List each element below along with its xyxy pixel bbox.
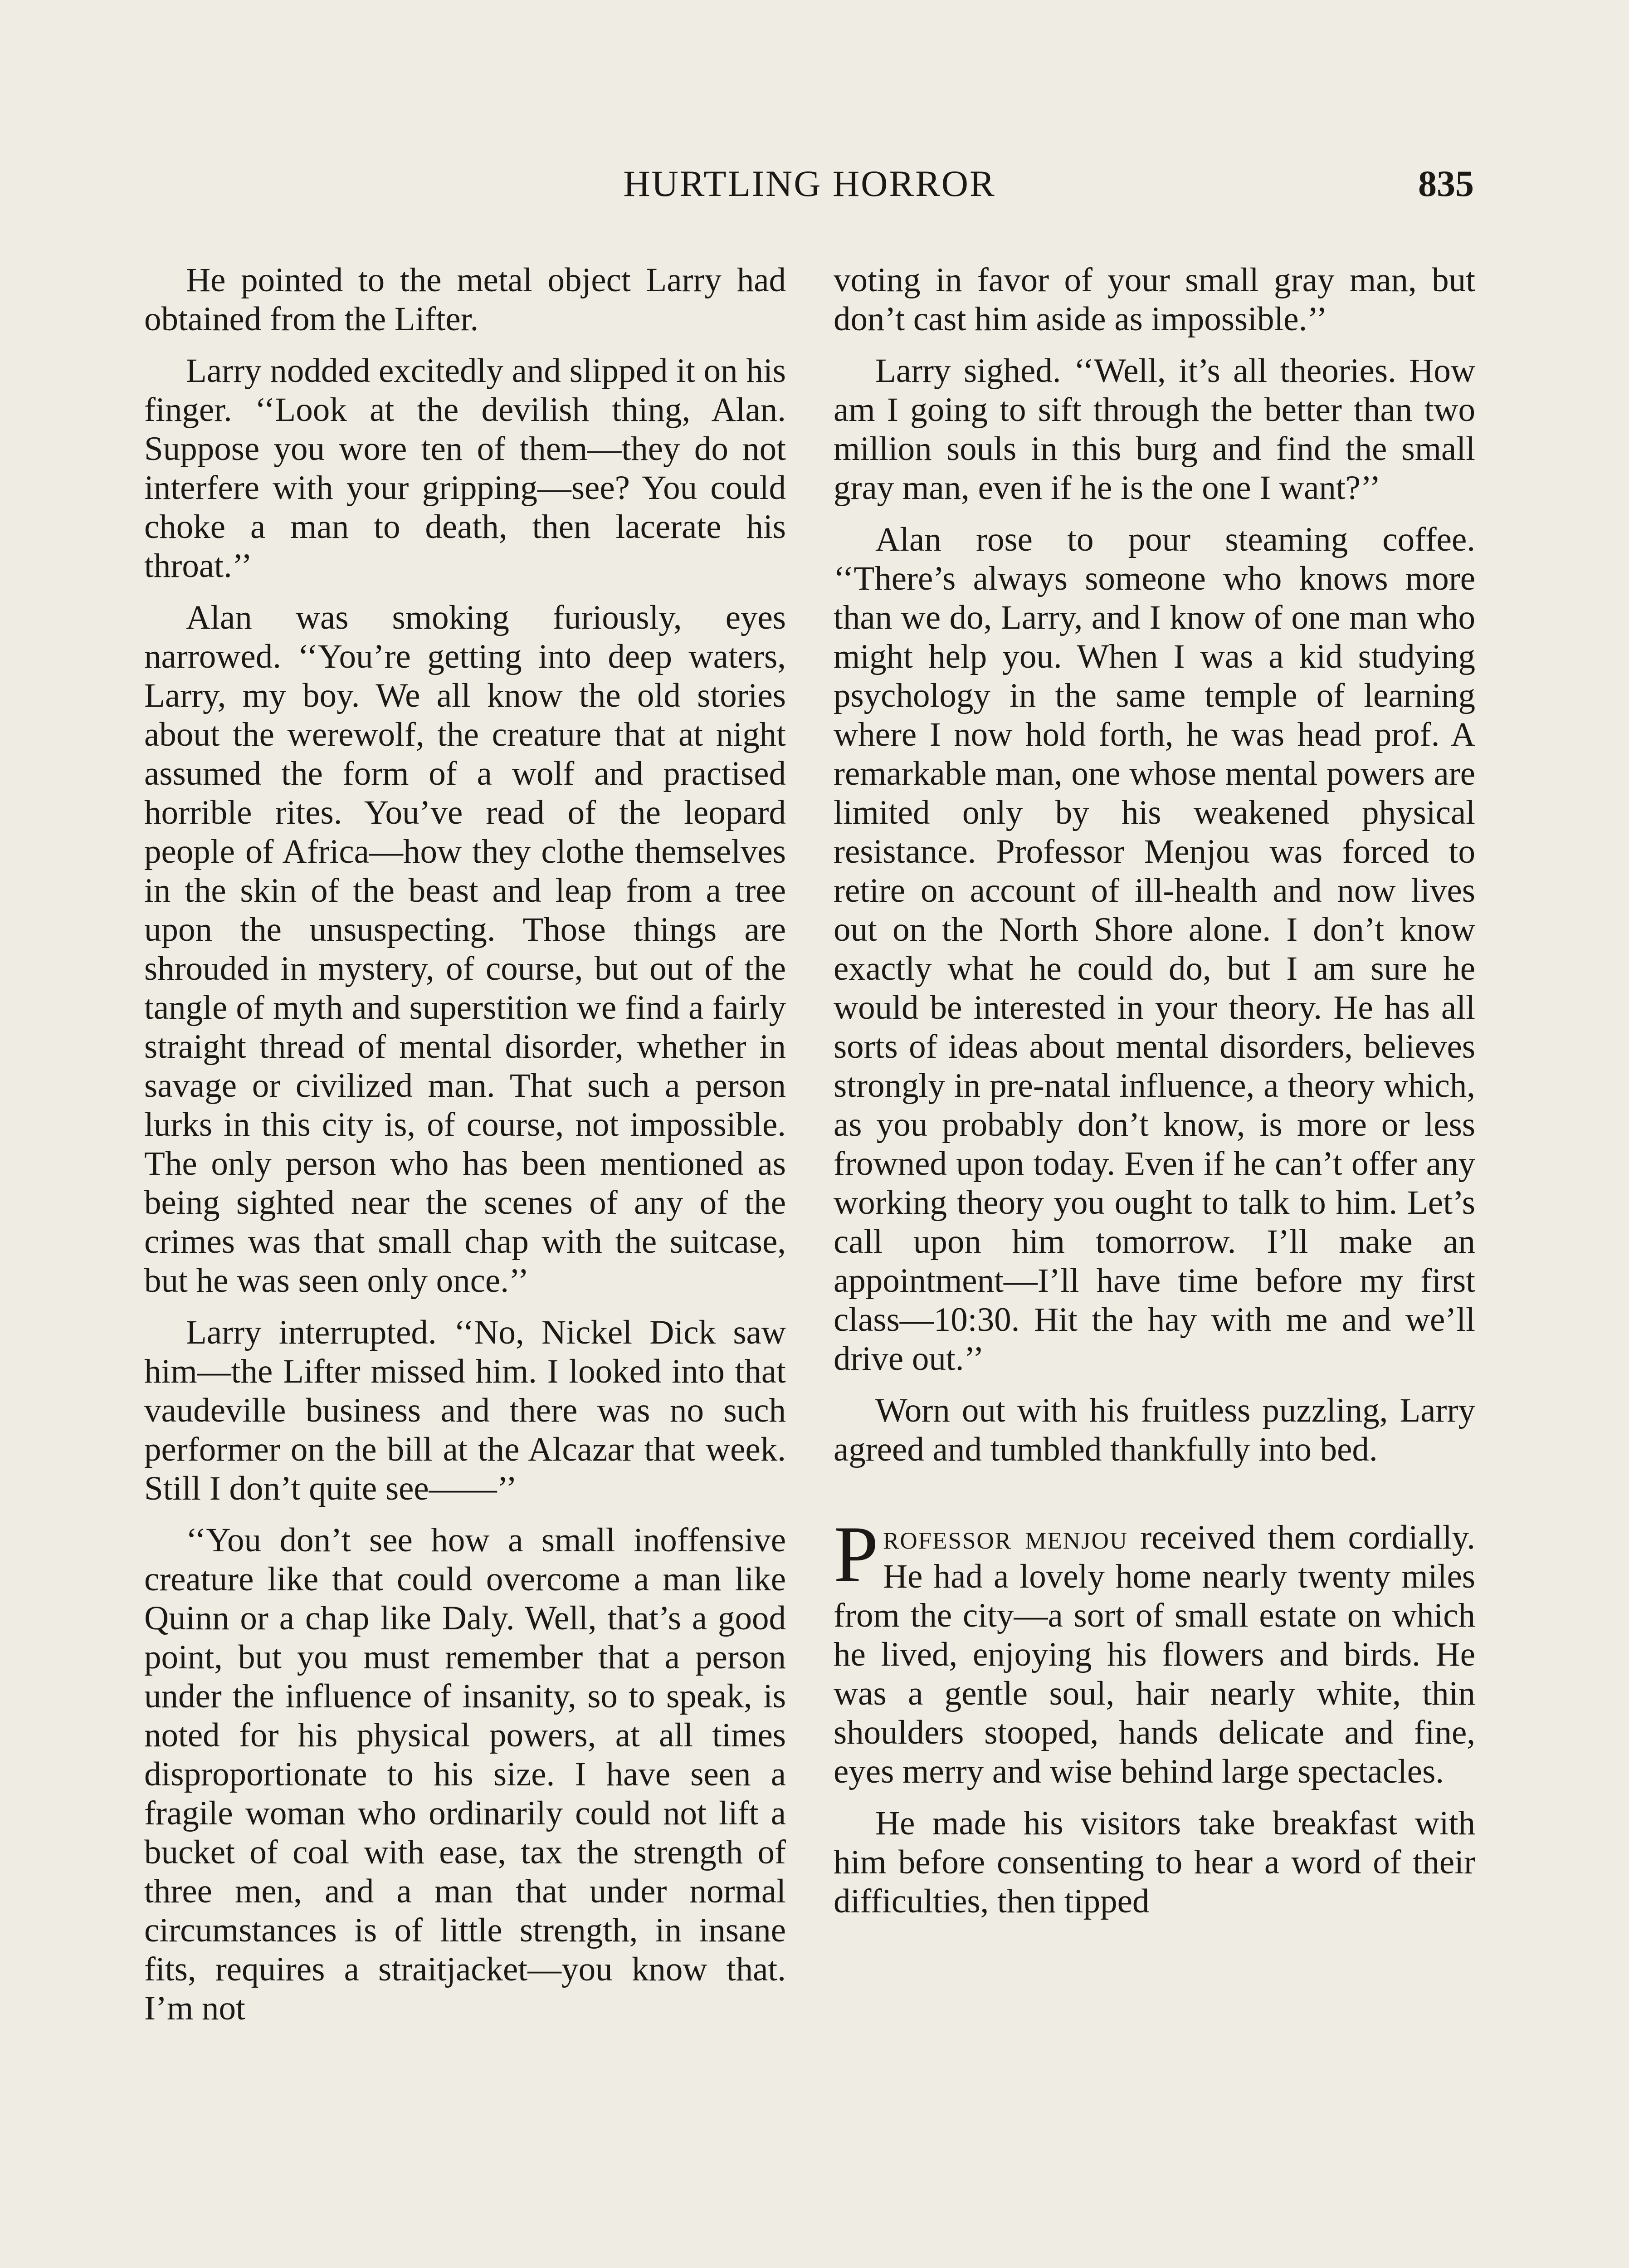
paragraph: Alan rose to pour steaming coffee. ‘‘There’s always someone who knows more than we do, Larry, and I know of one man who might help you. When I was a kid studying psychology in the same temple of learning where I now hold forth, he was head prof. A remarkable man, one whose mental powers are limited only by his weakened physical resistance. Professor Menjou was forced to retire on account of ill-health and now lives out on the North Shore alone. I don’t know exactly what he could do, but I am sure he would be interested in your theory. He has all sorts of ideas about mental disorders, believes strongly in pre-natal influence, a theory which, as you probably don’t know, is more or less frowned upon today. Even if he can’t offer any working theory you ought to talk to him. Let’s call upon him tomorrow. I’ll make an appointment—I’ll have time before my first class—10:30. Hit the hay with me and we’ll drive out.’’: [834, 521, 1475, 1378]
section-opening-paragraph: [834, 1509, 1475, 1791]
paragraph: He made his visitors take breakfast with him before consenting to hear a word of their difficulties, then tipped: [834, 1804, 1475, 1920]
paragraph: ‘‘You don’t see how a small inoffensive creature like that could overcome a man like Quinn or a chap like Daly. Well, that’s a good point, but you must remember that a person under the influence of insanity, so to speak, is noted for his physical powers, at all times disproportionate to his size. I have seen a fragile woman who ordinarily could not lift a bucket of coal with ease, tax the strength of three men, and a man that under normal circumstances is of little strength, in insane fits, requires a straitjacket—you know that. I’m not: [144, 1521, 786, 2027]
paragraph: Alan was smoking furiously, eyes narrowed. ‘‘You’re getting into deep waters, Larry, my boy. We all know the old stories about the werewolf, the creature that at night assumed the form of a wolf and practised horrible rites. You’ve read of the leopard people of Africa—how they clothe themselves in the skin of the beast and leap from a tree upon the unsuspecting. Those things are shrouded in mystery, of course, but out of the tangle of myth and superstition we find a fairly straight thread of mental disorder, whether in savage or civilized man. That such a person lurks in this city is, of course, not impossible. The only person who has been mentioned as being sighted near the scenes of any of the crimes was that small chap with the suitcase, but he was seen only once.’’: [144, 599, 786, 1300]
drop-cap: P: [834, 1509, 878, 1599]
paragraph: Larry nodded excitedly and slipped it on his finger. ‘‘Look at the devilish thing, Alan. Suppose you wore ten of them—they do not interfere with your gripping—see? You could choke a man to death, then lacerate his throat.’’: [144, 352, 786, 585]
paragraph: He pointed to the metal object Larry had obtained from the Lifter.: [144, 261, 786, 338]
paragraph: Larry interrupted. ‘‘No, Nickel Dick saw him—the Lifter missed him. I looked into that vaudeville business and there was no such performer on the bill at the Alcazar that week. Still I don’t quite see——’’: [144, 1314, 786, 1507]
story-title: HURTLING HORROR: [623, 163, 996, 204]
paragraph-text: received them cordially. He had a lovely home nearly twenty miles from the city—a sort of small estate on which he lived, enjoying his flowers and birds. He was a gentle soul, hair nearly white, thin shoulders stooped, hands delicate and fine, eyes merry and wise behind large spectacles.: [834, 1519, 1475, 1790]
paragraph-continued: voting in favor of your small gray man, but don’t cast him aside as impossible.’’: [834, 261, 1475, 338]
paragraph: Worn out with his fruitless puzzling, Larry agreed and tumbled thankfully into bed.: [834, 1392, 1475, 1468]
page-number: 835: [1418, 163, 1474, 204]
right-column: [834, 261, 1475, 1934]
left-column: [144, 261, 786, 2041]
small-caps-lead: rofessor menjou: [883, 1519, 1128, 1556]
running-head: [145, 159, 1474, 209]
paragraph: Larry sighed. ‘‘Well, it’s all theories. How am I going to sift through the better than two million souls in this burg and find the small gray man, even if he is the one I want?’’: [834, 352, 1475, 507]
